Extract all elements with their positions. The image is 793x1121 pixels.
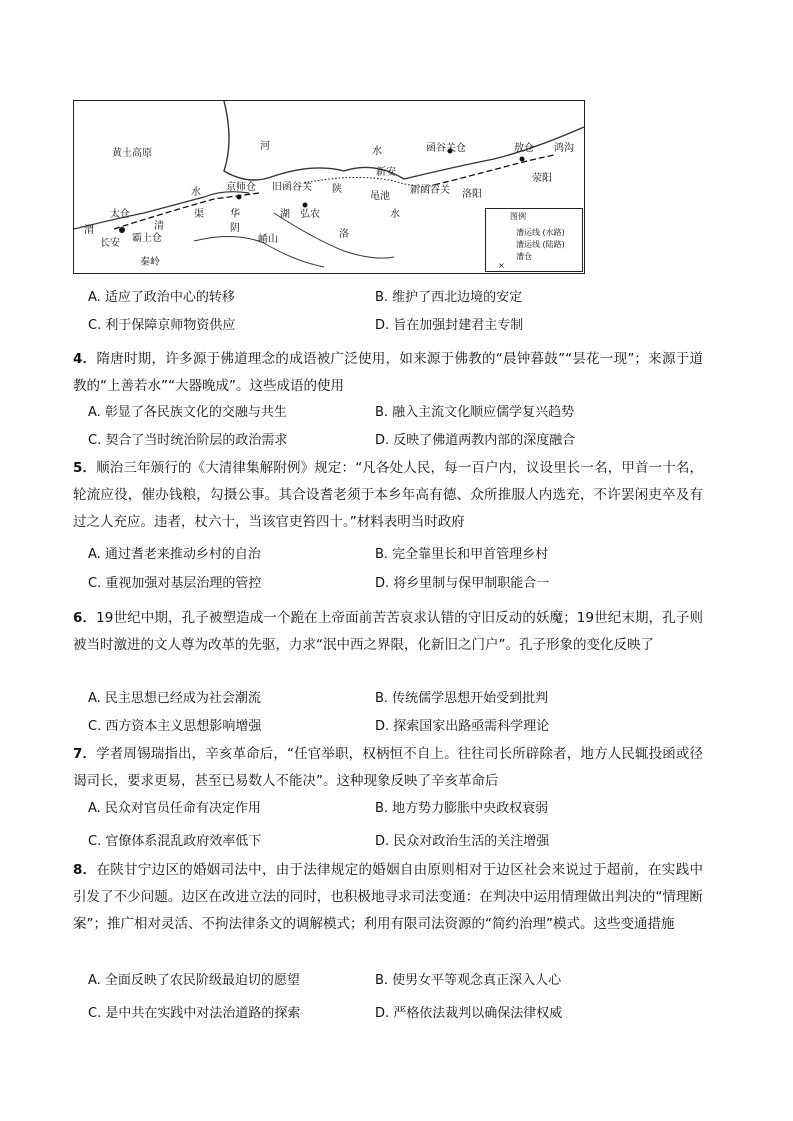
granary-marker [237, 195, 242, 200]
map-label: 洛 [339, 229, 349, 240]
map-label: 崤山 [258, 234, 278, 245]
map-label: 水 [372, 146, 382, 157]
legend-pass-icon: × [498, 261, 505, 270]
question-number: 6． [73, 610, 97, 626]
map-label: 函谷关仓 [426, 143, 466, 154]
question-4 [73, 346, 703, 400]
q3-option-c[interactable]: C. 利于保障京师物资供应 [88, 318, 236, 333]
map-legend [485, 208, 583, 272]
q8-option-d[interactable]: D. 严格依法裁判以确保法律权威 [375, 1006, 563, 1021]
granary-marker [119, 227, 125, 233]
q3-option-d[interactable]: D. 旨在加强封建君主专制 [375, 318, 524, 333]
q6-option-c[interactable]: C. 西方资本主义思想影响增强 [88, 719, 262, 734]
q6-option-a[interactable]: A. 民主思想已经成为社会潮流 [88, 691, 261, 706]
map-label: 清 [154, 221, 164, 232]
question-number: 7． [73, 746, 97, 762]
q8-option-c[interactable]: C. 是中共在实践中对法治道路的探索 [88, 1006, 301, 1021]
map-label: 渭 [84, 225, 94, 236]
q7-option-d[interactable]: D. 民众对政治生活的关注增强 [375, 834, 550, 849]
map-label: 洛阳 [462, 189, 482, 200]
map-label: 水 [390, 209, 400, 220]
map-label: 弘农 [300, 209, 320, 220]
map-label: 陕 [332, 184, 342, 195]
question-stem: 隋唐时期，许多源于佛道理念的成语被广泛使用，如来源于佛教的“晨钟暮鼓”“昙花一现”；来源于道教的“上善若水”“大器晚成”。这些成语的使用 [73, 351, 703, 394]
map-label: 荥阳 [532, 173, 552, 184]
map-label: 秦岭 [140, 257, 160, 268]
canal-transport-map [73, 100, 585, 274]
granary-marker [520, 157, 525, 162]
map-label: 黾池 [370, 191, 390, 202]
map-label: 华 [230, 209, 240, 220]
q4-option-b[interactable]: B. 融入主流文化顺应儒学复兴趋势 [375, 405, 575, 420]
map-label: 鸿沟 [554, 143, 574, 154]
map-label: 黄土高原 [112, 148, 152, 159]
question-stem: 顺治三年颁行的《大清律集解附例》规定：“凡各处人民，每一百户内，议设里长一名，甲首一十名，轮流应役，催办钱粮，勾摄公事。其合设耆老须于本乡年高有德、众所推服人内选充，不许罢闲吏卒及有过之人充应。违者，杖六十，当该官吏笞四十。”材料表明当时政府 [73, 460, 703, 530]
q4-option-a[interactable]: A. 彰显了各民族文化的交融与共生 [88, 405, 287, 420]
map-label: 阴 [230, 223, 240, 234]
q4-option-d[interactable]: D. 反映了佛道两教内部的深度融合 [375, 433, 576, 448]
yellow-river [224, 101, 584, 180]
legend-granary-label: 漕仓 [516, 252, 532, 261]
q4-option-c[interactable]: C. 契合了当时统治阶层的政治需求 [88, 433, 288, 448]
legend-water-label: 漕运线 (水路) [516, 228, 565, 237]
question-7 [73, 741, 703, 795]
q3-option-b[interactable]: B. 维护了西北边境的安定 [375, 290, 523, 305]
legend-land-label: 漕运线 (陆路) [516, 240, 565, 249]
map-label: 河 [260, 141, 270, 152]
q7-option-c[interactable]: C. 官僚体系混乱政府效率低下 [88, 834, 262, 849]
q5-option-d[interactable]: D. 将乡里制与保甲制职能合一 [375, 576, 550, 591]
map-label: 新函谷关 [410, 185, 450, 196]
q8-option-b[interactable]: B. 使男女平等观念真正深入人心 [375, 973, 562, 988]
q3-option-a[interactable]: A. 适应了政治中心的转移 [88, 290, 235, 305]
map-label: 霸上仓 [132, 233, 162, 244]
map-label: 长安 [100, 238, 120, 249]
q8-option-a[interactable]: A. 全面反映了农民阶级最迫切的愿望 [88, 973, 300, 988]
map-label: 太仓 [110, 209, 130, 220]
map-label: 水 [191, 187, 201, 198]
map-label: 京师仓 [226, 182, 256, 193]
question-stem: 学者周锡瑞指出，辛亥革命后，“任官举职，权柄恒不自上。往往司长所辟除者，地方人民辄投函或径谒司长，要求更易，甚至已易数人不能决”。这种现象反映了辛亥革命后 [73, 746, 703, 789]
q5-option-b[interactable]: B. 完全靠里长和甲首管理乡村 [375, 547, 549, 562]
legend-title: 图例 [510, 212, 526, 221]
luo-river [274, 213, 394, 258]
question-6 [73, 605, 703, 659]
q6-option-b[interactable]: B. 传统儒学思想开始受到批判 [375, 691, 549, 706]
q5-option-c[interactable]: C. 重视加强对基层治理的管控 [88, 576, 262, 591]
map-label: 渠 [194, 209, 204, 220]
question-stem: 19世纪中期，孔子被塑造成一个跪在上帝面前苦苦哀求认错的守旧反动的妖魔；19世纪末期，孔子则被当时激进的文人尊为改革的先驱，力求“泯中西之界限，化新旧之门户”。孔子形象的变化反映了 [73, 610, 703, 653]
granary-marker [303, 203, 308, 208]
question-number: 5． [73, 460, 97, 476]
map-label: 旧函谷关 [272, 182, 312, 193]
question-8 [73, 857, 703, 938]
map-label: 湖 [280, 209, 290, 220]
question-5 [73, 455, 703, 536]
question-stem: 在陕甘宁边区的婚姻司法中，由于法律规定的婚姻自由原则相对于边区社会来说过于超前，在实践中引发了不少问题。边区在改进立法的同时，也积极地寻求司法变通：在判决中运用情理做出判决的“情理断案”；推广相对灵活、不拘法律条文的调解模式；利用有限司法资源的“简约治理”模式。这些变通措施 [73, 862, 703, 932]
question-number: 4． [73, 351, 97, 367]
question-number: 8． [73, 862, 97, 878]
q6-option-d[interactable]: D. 探索国家出路亟需科学理论 [375, 719, 550, 734]
q5-option-a[interactable]: A. 通过耆老来推动乡村的自治 [88, 547, 261, 562]
map-label: 敖仓 [514, 143, 534, 154]
q7-option-a[interactable]: A. 民众对官员任命有决定作用 [88, 801, 261, 816]
map-label: 新安 [376, 167, 396, 178]
q7-option-b[interactable]: B. 地方势力膨胀中央政权衰弱 [375, 801, 549, 816]
